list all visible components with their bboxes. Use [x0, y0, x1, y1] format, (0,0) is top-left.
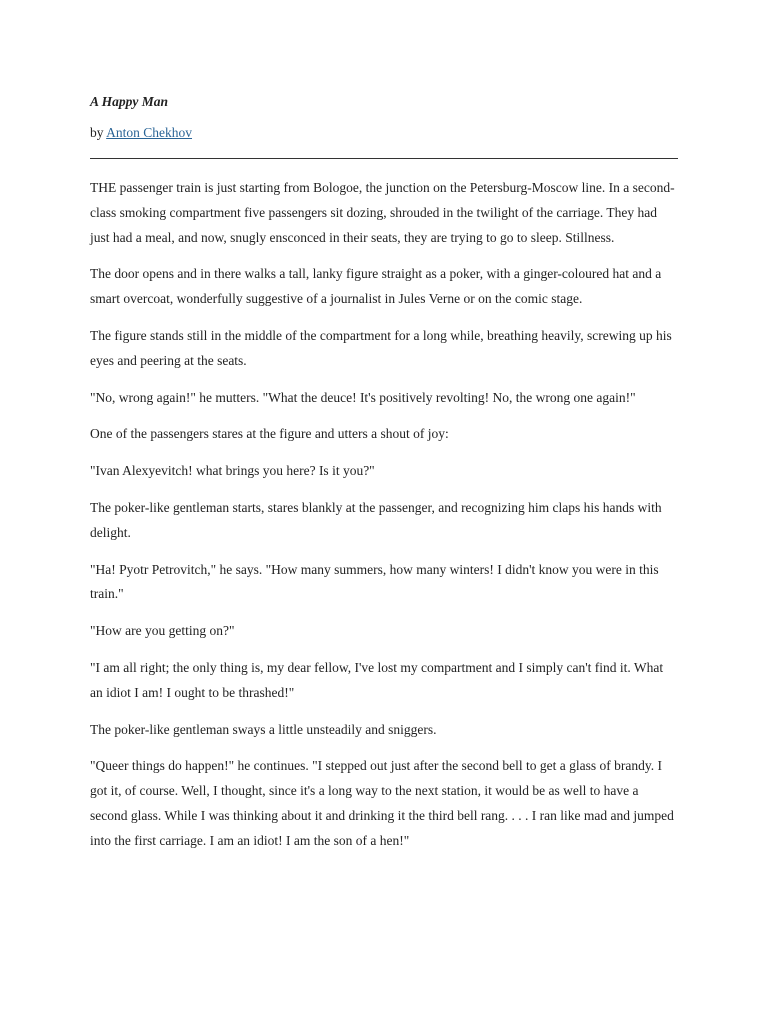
- divider: [90, 158, 678, 159]
- byline-prefix: by: [90, 125, 107, 140]
- paragraph: The door opens and in there walks a tall, lanky figure straight as a poker, with a ginger-coloured hat and a smart overcoat, wonderfully suggestive of a journalist in Jules Verne or on the comic stage.: [90, 266, 662, 307]
- author-link[interactable]: Anton Chekhov: [106, 125, 193, 140]
- paragraph: "How are you getting on?": [90, 623, 235, 639]
- paragraph: The poker-like gentleman starts, stares blankly at the passenger, and recognizing him claps his hands with delight.: [90, 499, 662, 540]
- paragraph: "Ivan Alexyevitch! what brings you here? Is it you?": [90, 463, 375, 479]
- paragraph: The poker-like gentleman sways a little unsteadily and sniggers.: [90, 721, 437, 737]
- paragraph: "No, wrong again!" he mutters. "What the deuce! It's positively revolting! No, the wrong one again!": [90, 389, 636, 405]
- story-body: [90, 176, 678, 854]
- document-page: [90, 92, 678, 866]
- byline: [90, 123, 678, 143]
- paragraph: The figure stands still in the middle of the compartment for a long while, breathing heavily, screwing up his eyes and peering at the seats.: [90, 327, 672, 368]
- paragraph: "I am all right; the only thing is, my dear fellow, I've lost my compartment and I simply can't find it. What an idiot I am! I ought to be thrashed!": [90, 659, 664, 700]
- story-title: A Happy Man: [90, 94, 169, 109]
- paragraph: "Queer things do happen!" he continues. "I stepped out just after the second bell to get a glass of brandy. I got it, of course. Well, I thought, since it's a long way to the next station, it would be as well to have a second glass. While I was thinking about it and drinking it the third bell rang. . . . I ran like mad and jumped into the first carriage. I am an idiot! I am the son of a hen!": [90, 758, 674, 848]
- paragraph: THE passenger train is just starting from Bologoe, the junction on the Petersburg-Moscow line. In a second-class smoking compartment five passengers sit dozing, shrouded in the twilight of the carriage. They had just had a meal, and now, snugly ensconced in their seats, they are trying to go to sleep. Stillness.: [90, 180, 675, 245]
- paragraph: "Ha! Pyotr Petrovitch," he says. "How many summers, how many winters! I didn't know you were in this train.": [90, 561, 659, 602]
- paragraph: One of the passengers stares at the figure and utters a shout of joy:: [90, 426, 449, 442]
